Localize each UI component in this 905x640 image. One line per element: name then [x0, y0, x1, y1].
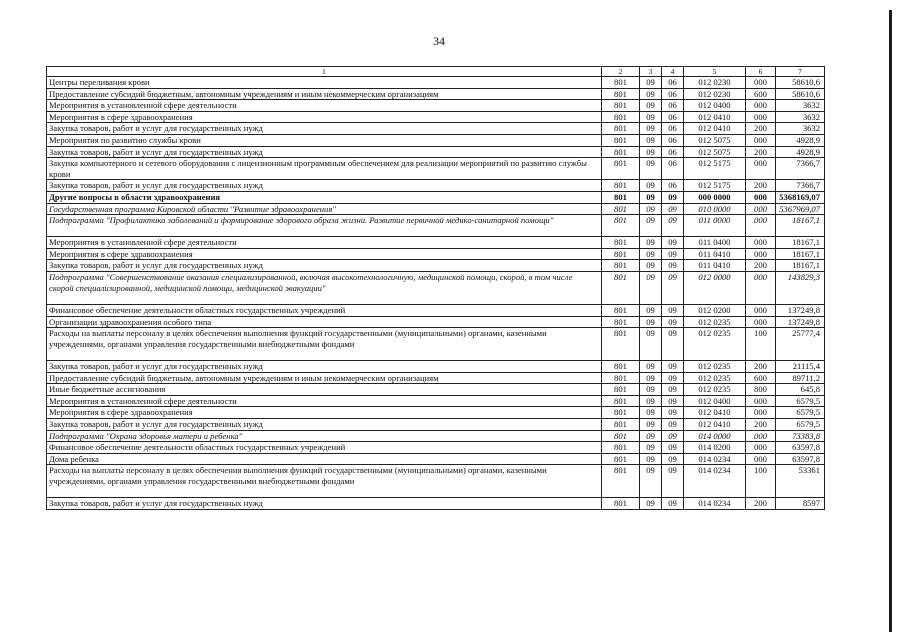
row-code-6: 000	[746, 237, 776, 249]
row-code-6: 000	[746, 248, 776, 260]
row-name: Финансовое обеспечение деятельности областных государственных учреждений	[47, 442, 602, 454]
table-row	[47, 465, 825, 498]
row-code-6: 000	[746, 271, 776, 304]
table-row	[47, 372, 825, 384]
row-code-5: 012 5175	[684, 180, 746, 192]
page-edge-bar	[889, 10, 892, 632]
row-code-3: 09	[640, 430, 662, 442]
table-row	[47, 134, 825, 146]
col-header: 5	[684, 67, 746, 77]
row-code-2: 801	[602, 328, 640, 361]
row-code-6: 100	[746, 328, 776, 361]
table-row	[47, 215, 825, 237]
row-code-2: 801	[602, 88, 640, 100]
row-code-3: 09	[640, 372, 662, 384]
table-row	[47, 384, 825, 396]
row-name: Закупка товаров, работ и услуг для государственных нужд	[47, 260, 602, 272]
row-code-3: 09	[640, 123, 662, 135]
row-code-3: 09	[640, 180, 662, 192]
row-code-2: 801	[602, 453, 640, 465]
row-code-6: 000	[746, 158, 776, 180]
row-amount: 63597,8	[776, 442, 825, 454]
row-code-4: 06	[662, 158, 684, 180]
row-name: Подпрограмма "Совершенствование оказания специализированной, включая высокотехнологичную, медицинской помощи, скорой, в том числе скорой специализированной, медицинской помощи, медицинской эвакуации"	[47, 271, 602, 304]
row-code-6: 600	[746, 372, 776, 384]
row-amount: 18167,1	[776, 260, 825, 272]
row-code-4: 09	[662, 215, 684, 237]
row-amount: 8597	[776, 498, 825, 510]
row-code-3: 09	[640, 304, 662, 316]
row-code-4: 09	[662, 419, 684, 431]
row-code-2: 801	[602, 498, 640, 510]
table-row	[47, 395, 825, 407]
table-row	[47, 328, 825, 361]
row-code-6: 000	[746, 304, 776, 316]
row-code-3: 09	[640, 88, 662, 100]
row-code-2: 801	[602, 237, 640, 249]
row-name: Расходы на выплаты персоналу в целях обеспечения выполнения функций государственными (муниципальными) органами, казенными учреждениями, органами управления государственными внебюджетными фондами	[47, 465, 602, 498]
row-code-2: 801	[602, 465, 640, 498]
row-name: Мероприятия в сфере здравоохранения	[47, 111, 602, 123]
row-code-4: 09	[662, 372, 684, 384]
row-code-4: 06	[662, 134, 684, 146]
row-code-2: 801	[602, 260, 640, 272]
row-code-2: 801	[602, 419, 640, 431]
row-code-4: 09	[662, 191, 684, 203]
row-code-2: 801	[602, 134, 640, 146]
row-code-5: 012 0230	[684, 77, 746, 89]
row-amount: 7366,7	[776, 180, 825, 192]
row-code-6: 200	[746, 180, 776, 192]
table-row	[47, 248, 825, 260]
row-code-4: 06	[662, 88, 684, 100]
row-amount: 6579,5	[776, 407, 825, 419]
row-code-4: 06	[662, 123, 684, 135]
row-code-3: 09	[640, 465, 662, 498]
row-code-5: 012 0410	[684, 407, 746, 419]
row-code-2: 801	[602, 395, 640, 407]
row-code-6: 800	[746, 384, 776, 396]
row-code-6: 000	[746, 77, 776, 89]
row-name: Мероприятия в установленной сфере деятельности	[47, 100, 602, 112]
row-amount: 73383,8	[776, 430, 825, 442]
row-code-5: 012 0400	[684, 100, 746, 112]
row-code-3: 09	[640, 203, 662, 215]
row-code-4: 09	[662, 203, 684, 215]
table-row	[47, 191, 825, 203]
row-code-5: 011 0410	[684, 260, 746, 272]
row-code-5: 012 0235	[684, 316, 746, 328]
row-amount: 5367969,07	[776, 203, 825, 215]
row-code-2: 801	[602, 158, 640, 180]
row-code-6: 200	[746, 260, 776, 272]
row-code-5: 012 0200	[684, 304, 746, 316]
row-code-5: 012 0400	[684, 395, 746, 407]
row-code-5: 014 0234	[684, 498, 746, 510]
table-row	[47, 316, 825, 328]
row-amount: 4928,9	[776, 134, 825, 146]
row-code-6: 200	[746, 123, 776, 135]
table-row	[47, 203, 825, 215]
row-code-2: 801	[602, 372, 640, 384]
row-code-2: 801	[602, 146, 640, 158]
row-code-6: 000	[746, 134, 776, 146]
row-amount: 4928,9	[776, 146, 825, 158]
row-code-5: 012 0000	[684, 271, 746, 304]
row-name: Закупка товаров, работ и услуг для государственных нужд	[47, 146, 602, 158]
row-name: Мероприятия по развитию службы крови	[47, 134, 602, 146]
row-code-6: 200	[746, 498, 776, 510]
row-name: Предоставление субсидий бюджетным, автономным учреждениям и иным некоммерческим организациям	[47, 88, 602, 100]
row-code-4: 06	[662, 100, 684, 112]
row-code-5: 012 0235	[684, 328, 746, 361]
row-code-5: 014 0234	[684, 453, 746, 465]
row-code-5: 011 0000	[684, 215, 746, 237]
row-name: Финансовое обеспечение деятельности областных государственных учреждений	[47, 304, 602, 316]
row-code-2: 801	[602, 442, 640, 454]
row-code-4: 09	[662, 465, 684, 498]
row-code-6: 200	[746, 419, 776, 431]
row-code-3: 09	[640, 419, 662, 431]
row-code-4: 06	[662, 146, 684, 158]
row-code-4: 06	[662, 77, 684, 89]
row-code-2: 801	[602, 316, 640, 328]
row-code-4: 09	[662, 442, 684, 454]
row-code-6: 000	[746, 430, 776, 442]
page-number: 34	[433, 34, 445, 48]
row-code-6: 000	[746, 215, 776, 237]
row-name: Подпрограмма "Охрана здоровья матери и ребенка"	[47, 430, 602, 442]
row-code-3: 09	[640, 407, 662, 419]
row-name: Закупка компьютерного и сетевого оборудования с лицензионным программным обеспечением для реализации мероприятий по развитию службы крови	[47, 158, 602, 180]
row-code-4: 09	[662, 271, 684, 304]
table-row	[47, 146, 825, 158]
row-code-3: 09	[640, 384, 662, 396]
row-code-2: 801	[602, 203, 640, 215]
table-row	[47, 180, 825, 192]
row-code-4: 09	[662, 260, 684, 272]
row-code-4: 09	[662, 316, 684, 328]
table-row	[47, 77, 825, 89]
row-code-4: 09	[662, 498, 684, 510]
row-amount: 5368169,07	[776, 191, 825, 203]
row-code-3: 09	[640, 134, 662, 146]
row-amount: 21115,4	[776, 361, 825, 373]
row-name: Дома ребенка	[47, 453, 602, 465]
row-amount: 6579,5	[776, 395, 825, 407]
row-code-3: 09	[640, 395, 662, 407]
row-code-2: 801	[602, 271, 640, 304]
row-code-3: 09	[640, 237, 662, 249]
row-amount: 18167,1	[776, 248, 825, 260]
row-code-5: 012 0235	[684, 372, 746, 384]
row-name: Центры переливания крови	[47, 77, 602, 89]
row-code-3: 09	[640, 248, 662, 260]
row-name: Закупка товаров, работ и услуг для государственных нужд	[47, 123, 602, 135]
row-code-5: 000 0000	[684, 191, 746, 203]
row-name: Организации здравоохранения особого типа	[47, 316, 602, 328]
row-code-5: 010 0000	[684, 203, 746, 215]
col-header: 2	[602, 67, 640, 77]
row-code-2: 801	[602, 430, 640, 442]
row-code-5: 012 0410	[684, 123, 746, 135]
row-code-3: 09	[640, 453, 662, 465]
row-code-5: 011 0410	[684, 248, 746, 260]
header-row	[47, 67, 825, 77]
table-row	[47, 442, 825, 454]
col-header: 1	[47, 67, 602, 77]
row-code-4: 09	[662, 453, 684, 465]
row-amount: 18167,1	[776, 215, 825, 237]
col-header: 7	[776, 67, 825, 77]
table-row	[47, 100, 825, 112]
row-code-4: 09	[662, 407, 684, 419]
row-name: Государственная программа Кировской области "Развитие здравоохранения"	[47, 203, 602, 215]
row-name: Мероприятия в установленной сфере деятельности	[47, 395, 602, 407]
row-amount: 3632	[776, 100, 825, 112]
table-row	[47, 237, 825, 249]
row-amount: 645,8	[776, 384, 825, 396]
row-code-6: 000	[746, 203, 776, 215]
row-code-3: 09	[640, 361, 662, 373]
row-code-4: 09	[662, 384, 684, 396]
row-name: Иные бюджетные ассигнования	[47, 384, 602, 396]
row-code-5: 012 0230	[684, 88, 746, 100]
row-code-2: 801	[602, 248, 640, 260]
row-code-6: 100	[746, 465, 776, 498]
row-amount: 3632	[776, 111, 825, 123]
row-name: Мероприятия в сфере здравоохранения	[47, 248, 602, 260]
row-amount: 58610,6	[776, 88, 825, 100]
row-code-2: 801	[602, 215, 640, 237]
row-name: Закупка товаров, работ и услуг для государственных нужд	[47, 180, 602, 192]
budget-table	[46, 66, 825, 510]
row-code-2: 801	[602, 100, 640, 112]
row-code-3: 09	[640, 260, 662, 272]
row-name: Закупка товаров, работ и услуг для государственных нужд	[47, 498, 602, 510]
row-code-5: 012 5175	[684, 158, 746, 180]
row-code-3: 09	[640, 77, 662, 89]
table-row	[47, 158, 825, 180]
row-amount: 89711,2	[776, 372, 825, 384]
table-row	[47, 498, 825, 510]
row-code-6: 600	[746, 88, 776, 100]
row-code-5: 012 5075	[684, 134, 746, 146]
table-row	[47, 260, 825, 272]
table-row	[47, 407, 825, 419]
row-code-6: 000	[746, 111, 776, 123]
row-code-5: 012 0235	[684, 361, 746, 373]
row-code-4: 09	[662, 328, 684, 361]
row-amount: 137249,8	[776, 316, 825, 328]
row-code-2: 801	[602, 180, 640, 192]
row-code-5: 012 5075	[684, 146, 746, 158]
row-amount: 18167,1	[776, 237, 825, 249]
table-row	[47, 453, 825, 465]
row-name: Мероприятия в установленной сфере деятельности	[47, 237, 602, 249]
row-code-3: 09	[640, 442, 662, 454]
row-code-4: 06	[662, 111, 684, 123]
row-code-6: 000	[746, 395, 776, 407]
row-code-6: 000	[746, 316, 776, 328]
row-name: Другие вопросы в области здравоохранения	[47, 191, 602, 203]
row-code-4: 09	[662, 361, 684, 373]
row-code-2: 801	[602, 123, 640, 135]
row-code-2: 801	[602, 304, 640, 316]
table-row	[47, 361, 825, 373]
row-amount: 25777,4	[776, 328, 825, 361]
row-code-6: 000	[746, 191, 776, 203]
row-name: Подпрограмма "Профилактика заболеваний и формирование здорового образа жизни. Развитие первичной медико-санитарной помощи"	[47, 215, 602, 237]
row-code-4: 09	[662, 430, 684, 442]
row-code-5: 012 0410	[684, 111, 746, 123]
row-code-2: 801	[602, 361, 640, 373]
row-name: Мероприятия в сфере здравоохранения	[47, 407, 602, 419]
row-amount: 143829,3	[776, 271, 825, 304]
row-name: Закупка товаров, работ и услуг для государственных нужд	[47, 419, 602, 431]
row-code-4: 09	[662, 248, 684, 260]
row-amount: 53361	[776, 465, 825, 498]
row-code-5: 014 0234	[684, 465, 746, 498]
row-amount: 3632	[776, 123, 825, 135]
row-code-3: 09	[640, 191, 662, 203]
row-code-2: 801	[602, 384, 640, 396]
row-code-6: 000	[746, 442, 776, 454]
row-name: Предоставление субсидий бюджетным, автономным учреждениям и иным некоммерческим организациям	[47, 372, 602, 384]
table-row	[47, 419, 825, 431]
row-code-4: 09	[662, 304, 684, 316]
row-code-4: 09	[662, 237, 684, 249]
row-code-3: 09	[640, 316, 662, 328]
row-name: Закупка товаров, работ и услуг для государственных нужд	[47, 361, 602, 373]
row-code-3: 09	[640, 158, 662, 180]
row-code-6: 200	[746, 146, 776, 158]
row-code-2: 801	[602, 77, 640, 89]
row-code-3: 09	[640, 215, 662, 237]
row-code-3: 09	[640, 100, 662, 112]
row-code-5: 012 0235	[684, 384, 746, 396]
row-code-4: 09	[662, 395, 684, 407]
table-row	[47, 304, 825, 316]
row-code-5: 014 0000	[684, 430, 746, 442]
row-amount: 7366,7	[776, 158, 825, 180]
table-row	[47, 88, 825, 100]
row-code-6: 000	[746, 407, 776, 419]
row-amount: 63597,8	[776, 453, 825, 465]
row-code-3: 09	[640, 146, 662, 158]
row-code-3: 09	[640, 271, 662, 304]
row-code-4: 06	[662, 180, 684, 192]
row-code-5: 014 0200	[684, 442, 746, 454]
row-code-2: 801	[602, 407, 640, 419]
col-header: 6	[746, 67, 776, 77]
table-row	[47, 123, 825, 135]
table-row	[47, 430, 825, 442]
row-code-2: 801	[602, 111, 640, 123]
row-name: Расходы на выплаты персоналу в целях обеспечения выполнения функций государственными (муниципальными) органами, казенными учреждениями, органами управления государственными внебюджетными фондами	[47, 328, 602, 361]
row-code-6: 000	[746, 453, 776, 465]
row-code-3: 09	[640, 498, 662, 510]
row-code-6: 200	[746, 361, 776, 373]
col-header: 4	[662, 67, 684, 77]
row-code-5: 011 0400	[684, 237, 746, 249]
row-amount: 137249,8	[776, 304, 825, 316]
col-header: 3	[640, 67, 662, 77]
row-code-2: 801	[602, 191, 640, 203]
row-amount: 6579,5	[776, 419, 825, 431]
row-code-6: 000	[746, 100, 776, 112]
row-amount: 58610,6	[776, 77, 825, 89]
row-code-5: 012 0410	[684, 419, 746, 431]
table-row	[47, 111, 825, 123]
row-code-3: 09	[640, 328, 662, 361]
row-code-3: 09	[640, 111, 662, 123]
table-row	[47, 271, 825, 304]
